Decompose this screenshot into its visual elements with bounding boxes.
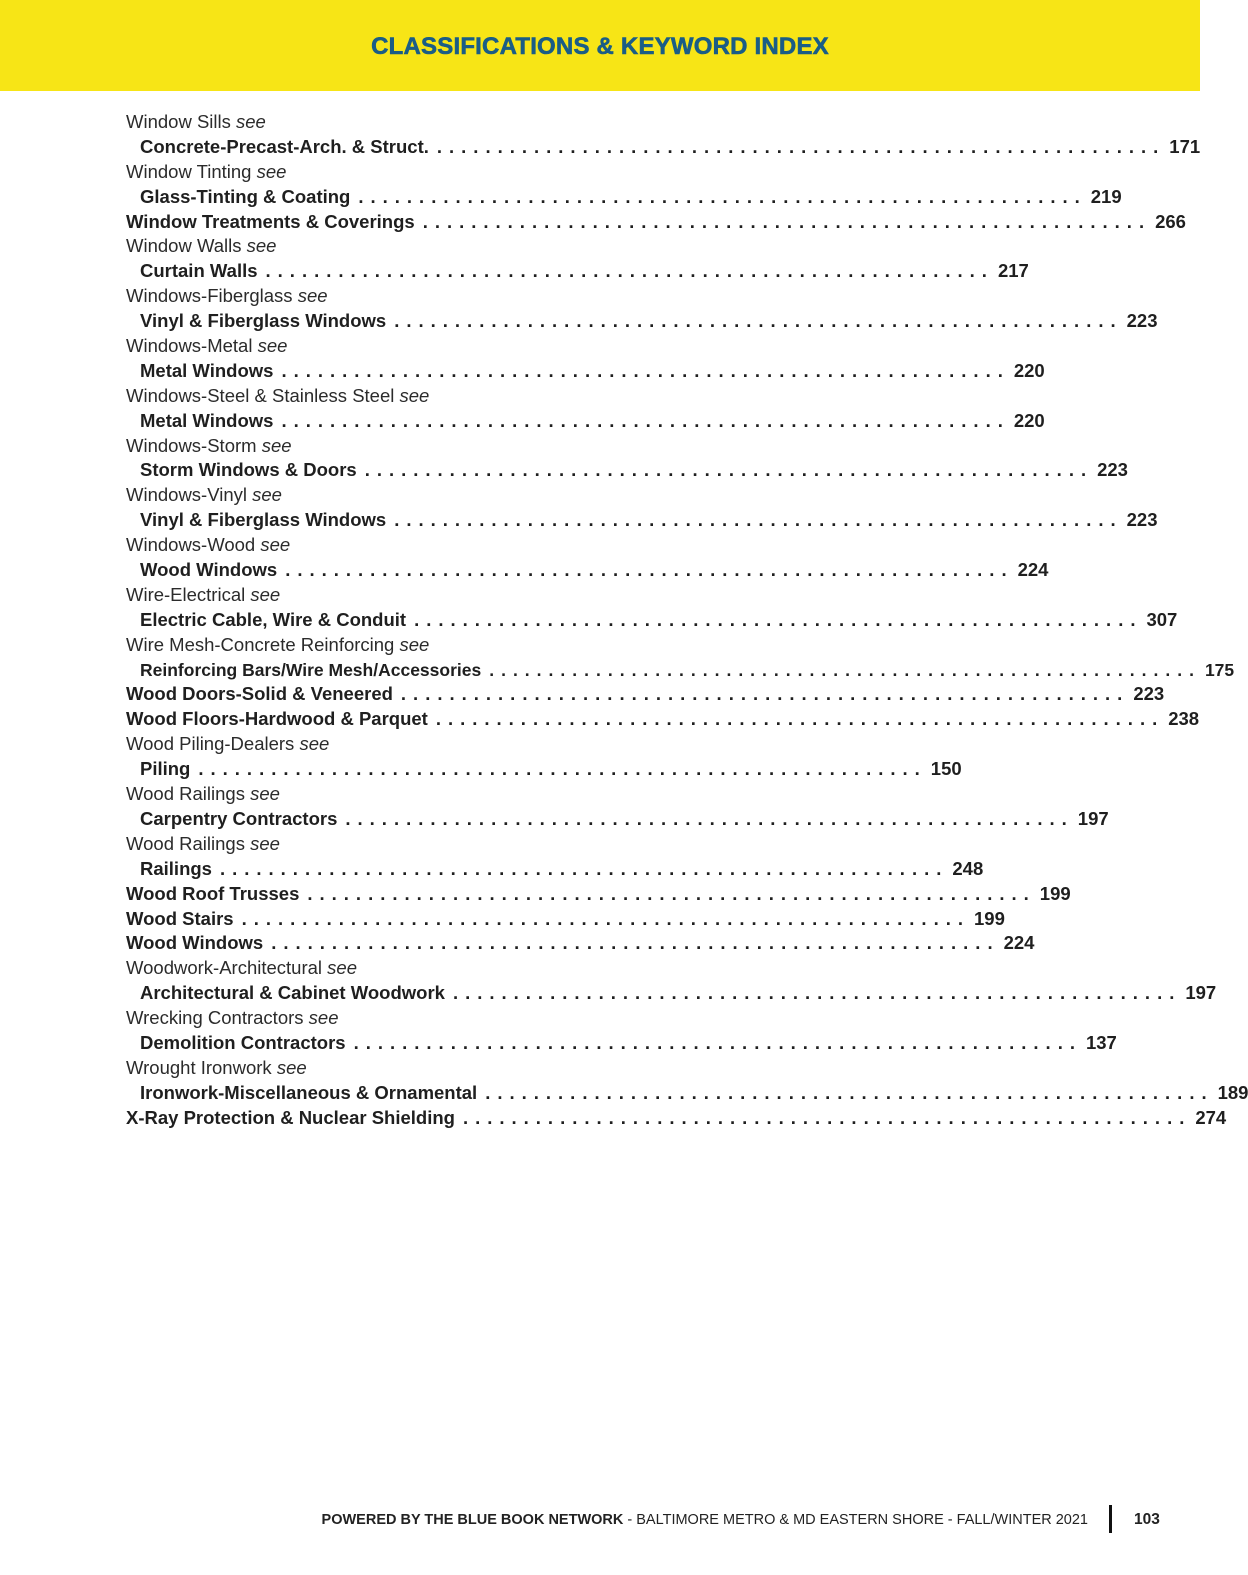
classification-page-number: 220: [1013, 409, 1045, 431]
classification-page-number: 274: [1195, 1106, 1227, 1128]
see-reference-word: see: [252, 484, 282, 506]
index-term: Wrecking Contractors: [126, 1007, 304, 1029]
index-classification-entry: [126, 409, 1045, 434]
index-see-entry: [126, 160, 578, 185]
footer-edition: - BALTIMORE METRO & MD EASTERN SHORE - FALL/WINTER 2021: [623, 1512, 1088, 1528]
index-term: Wire Mesh-Concrete Reinforcing: [126, 633, 395, 655]
classification-name: Carpentry Contractors: [140, 807, 338, 829]
classification-name: Reinforcing Bars/Wire Mesh/Accessories: [140, 659, 482, 680]
dot-leader: ............................................................: [285, 559, 1014, 581]
footer-publication-line: [322, 1512, 1088, 1528]
index-classification-entry: [126, 807, 1109, 832]
index-classification-entry: [126, 1106, 1227, 1131]
index-term: Windows-Vinyl: [126, 484, 247, 506]
index-see-entry: [126, 533, 578, 558]
dot-leader: ............................................................: [281, 409, 1010, 431]
classification-name: Railings: [140, 857, 212, 879]
index-term: Windows-Steel & Stainless Steel: [126, 384, 395, 406]
dot-leader: ............................................................: [353, 1031, 1082, 1053]
classification-page-number: 223: [1126, 509, 1158, 531]
index-see-entry: [126, 434, 578, 459]
dot-leader: ............................................................: [271, 932, 1000, 954]
index-term: Woodwork-Architectural: [126, 957, 323, 979]
see-reference-word: see: [236, 111, 266, 132]
index-classification-entry: [126, 259, 1029, 284]
index-see-entry: [126, 384, 578, 409]
index-classification-entry: [126, 185, 1122, 210]
dot-leader: ............................................................: [436, 135, 1166, 157]
classification-page-number: 220: [1013, 359, 1045, 381]
see-reference-word: see: [399, 384, 430, 406]
classification-name: Demolition Contractors: [140, 1031, 346, 1053]
classification-page-number: 266: [1155, 210, 1186, 232]
index-classification-entry: [126, 359, 1045, 384]
index-classification-entry: [126, 857, 984, 882]
index-see-entry: [126, 1006, 578, 1031]
index-classification-entry: [126, 558, 1049, 583]
index-classification-entry: [126, 608, 1178, 633]
classification-name: Vinyl & Fiberglass Windows: [140, 310, 387, 332]
index-classification-entry: [126, 907, 1005, 932]
classification-page-number: 223: [1126, 310, 1158, 332]
index-term: Wrought Ironwork: [126, 1056, 272, 1078]
index-classification-entry: [126, 309, 1158, 334]
index-classification-entry: [126, 757, 962, 782]
index-term: Windows-Fiberglass: [126, 285, 293, 307]
classification-page-number: 197: [1077, 807, 1109, 829]
index-classification-entry: [126, 1081, 1248, 1106]
classification-name: Vinyl & Fiberglass Windows: [140, 509, 387, 531]
classification-name: Wood Stairs: [126, 907, 234, 929]
index-see-entry: [126, 334, 578, 359]
index-term: Windows-Storm: [126, 434, 257, 456]
see-reference-word: see: [250, 583, 281, 605]
index-see-entry: [126, 633, 578, 658]
classification-name: Glass-Tinting & Coating: [140, 185, 351, 207]
classification-name: Curtain Walls: [140, 260, 258, 282]
dot-leader: ............................................................: [241, 907, 970, 929]
classification-name: Electric Cable, Wire & Conduit: [140, 608, 407, 630]
classification-page-number: 197: [1185, 982, 1217, 1004]
classification-page-number: 224: [1003, 932, 1035, 954]
index-see-entry: [126, 284, 578, 309]
classification-page-number: 137: [1085, 1031, 1117, 1053]
classification-name: Wood Windows: [140, 559, 278, 581]
see-reference-word: see: [246, 235, 277, 257]
classification-name: Metal Windows: [140, 409, 274, 431]
dot-leader: ............................................................: [414, 608, 1143, 630]
index-classification-entry: [126, 1031, 1117, 1056]
index-classification-entry: [126, 658, 1235, 683]
classification-page-number: 224: [1017, 559, 1049, 581]
keyword-index-list: [126, 110, 1248, 1131]
index-see-entry: [126, 832, 578, 857]
index-term: Wood Piling-Dealers: [126, 733, 295, 755]
index-classification-entry: [126, 135, 1201, 160]
classification-name: Architectural & Cabinet Woodwork: [140, 982, 445, 1004]
index-term: Window Tinting: [126, 160, 252, 182]
dot-leader: ............................................................: [364, 459, 1094, 481]
classification-name: X-Ray Protection & Nuclear Shielding: [126, 1106, 455, 1128]
classification-name: Storm Windows & Doors: [140, 459, 357, 481]
classification-page-number: 189: [1217, 1081, 1248, 1103]
classification-page-number: 307: [1146, 608, 1178, 630]
index-see-entry: [126, 1056, 578, 1081]
classification-page-number: 248: [952, 857, 984, 879]
classification-name: Metal Windows: [140, 359, 274, 381]
see-reference-word: see: [299, 733, 330, 755]
see-reference-word: see: [399, 633, 430, 655]
classification-name: Wood Doors-Solid & Veneered: [126, 683, 393, 705]
footer-brand: POWERED BY THE BLUE BOOK NETWORK: [321, 1512, 624, 1528]
dot-leader: ............................................................: [345, 807, 1074, 829]
page-number: 103: [1134, 1511, 1160, 1528]
index-see-entry: [126, 234, 578, 259]
see-reference-word: see: [260, 534, 291, 556]
index-term: Wood Railings: [126, 783, 245, 805]
dot-leader: ............................................................: [219, 857, 949, 879]
index-classification-entry: [126, 458, 1128, 483]
classification-page-number: 217: [997, 260, 1029, 282]
classification-page-number: 238: [1168, 708, 1200, 730]
index-see-entry: [126, 732, 578, 757]
see-reference-word: see: [276, 1056, 307, 1078]
dot-leader: ............................................................: [462, 1106, 1192, 1128]
dot-leader: ............................................................: [394, 509, 1123, 531]
classification-name: Ironwork-Miscellaneous & Ornamental: [140, 1081, 478, 1103]
classification-page-number: 223: [1133, 683, 1165, 705]
dot-leader: ............................................................: [485, 1081, 1214, 1103]
index-classification-entry: [126, 981, 1217, 1006]
see-reference-word: see: [256, 160, 287, 182]
index-see-entry: [126, 956, 578, 981]
see-reference-word: see: [297, 285, 328, 307]
index-term: Window Sills: [126, 111, 231, 132]
classification-page-number: 199: [974, 907, 1005, 929]
dot-leader: ............................................................: [422, 210, 1152, 232]
classification-page-number: 150: [930, 758, 962, 780]
index-term: Wire-Electrical: [126, 583, 246, 605]
index-term: Windows-Metal: [126, 335, 253, 357]
see-reference-word: see: [261, 434, 292, 456]
see-reference-word: see: [308, 1007, 339, 1029]
classification-name: Concrete-Precast-Arch. & Struct.: [140, 135, 429, 157]
index-see-entry: [126, 110, 578, 135]
classification-page-number: 219: [1090, 185, 1122, 207]
classification-name: Window Treatments & Coverings: [126, 210, 415, 232]
see-reference-word: see: [327, 957, 357, 979]
index-term: Windows-Wood: [126, 534, 256, 556]
footer-divider: [1109, 1505, 1112, 1533]
classification-page-number: 175: [1204, 659, 1235, 680]
page-title: CLASSIFICATIONS & KEYWORD INDEX: [371, 33, 829, 60]
index-classification-entry: [126, 508, 1158, 533]
index-classification-entry: [126, 931, 1035, 956]
classification-name: Wood Roof Trusses: [126, 882, 300, 904]
index-term: Window Walls: [126, 235, 242, 257]
index-see-entry: [126, 782, 578, 807]
see-reference-word: see: [250, 783, 280, 805]
classification-page-number: 223: [1097, 459, 1128, 481]
dot-leader: ............................................................: [307, 882, 1036, 904]
classification-page-number: 171: [1169, 135, 1201, 157]
see-reference-word: see: [250, 832, 280, 854]
dot-leader: ............................................................: [452, 982, 1182, 1004]
classification-name: Wood Floors-Hardwood & Parquet: [126, 708, 428, 730]
dot-leader: ............................................................: [400, 683, 1130, 705]
dot-leader: ............................................................: [265, 260, 994, 282]
index-classification-entry: [126, 882, 1071, 907]
index-classification-entry: [126, 210, 1186, 235]
dot-leader: ............................................................: [281, 359, 1010, 381]
index-classification-entry: [126, 682, 1165, 707]
index-see-entry: [126, 583, 578, 608]
index-see-entry: [126, 483, 578, 508]
classification-page-number: 199: [1039, 882, 1071, 904]
classification-name: Wood Windows: [126, 932, 264, 954]
index-term: Wood Railings: [126, 832, 245, 854]
dot-leader: ............................................................: [435, 708, 1165, 730]
dot-leader: ............................................................: [489, 659, 1201, 680]
classification-name: Piling: [140, 758, 191, 780]
dot-leader: ............................................................: [394, 310, 1123, 332]
dot-leader: ............................................................: [358, 185, 1087, 207]
index-classification-entry: [126, 707, 1200, 732]
see-reference-word: see: [257, 335, 288, 357]
dot-leader: ............................................................: [198, 758, 927, 780]
